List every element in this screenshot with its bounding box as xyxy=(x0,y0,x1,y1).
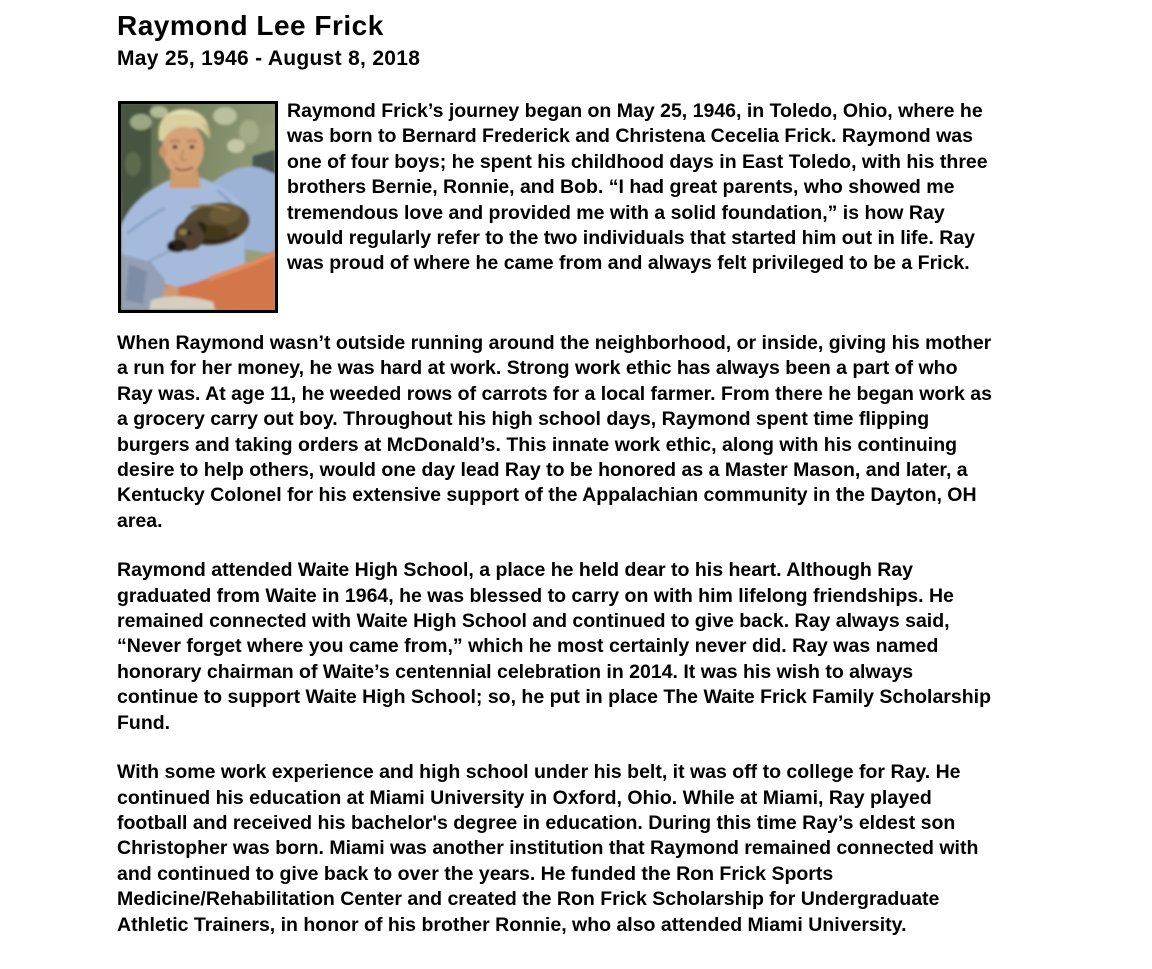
page-title: Raymond Lee Frick xyxy=(117,10,384,41)
paragraph-early-life: Raymond Frick’s journey began on May 25, 1946, in Toledo, Ohio, where he was born to Bernard Frederick and Christena Cecelia Frick. Raymond was one of four boys; he spent his childhood days in East Toledo, with his three brothers Bernie, Ronnie, and Bob. “I had great parents, who showed me tremendous love and provided me with a solid foundation,” is how Ray would regularly refer to the two individuals that started him out in life. Ray was proud of where he came from and always felt privileged to be a Frick. xyxy=(287,100,988,275)
photo-illustration xyxy=(121,104,275,310)
obituary-photo xyxy=(118,101,278,313)
paragraph-miami-university: With some work experience and high school under his belt, it was off to college for Ray. He continued his education at Miami University in Oxford, Ohio. While at Miami, Ray played football and received his bachelor's degree in education. During this time Ray’s eldest son Christopher was born. Miami was another institution that Raymond remained connected with and continued to give back to over the years. He funded the Ron Frick Sports Medicine/Rehabilitation Center and created the Ron Frick Scholarship for Undergraduate Athletic Trainers, in honor of his brother Ronnie, who also attended Miami University. xyxy=(117,761,979,936)
obituary-article xyxy=(117,10,995,962)
paragraph-work-ethic: When Raymond wasn’t outside running around the neighborhood, or inside, giving his mother a run for her money, he was hard at work. Strong work ethic has always been a part of who Ray was. At age 11, he weeded rows of carrots for a local farmer. From there he began work as a grocery carry out boy. Throughout his high school days, Raymond spent time flipping burgers and taking orders at McDonald’s. This innate work ethic, along with his continuing desire to help others, would one day lead Ray to be honored as a Master Mason, and later, a Kentucky Colonel for his extensive support of the Appalachian community in the Dayton, OH area. xyxy=(117,332,992,532)
paragraph-waite-high-school: Raymond attended Waite High School, a place he held dear to his heart. Although Ray graduated from Waite in 1964, he was blessed to carry on with him lifelong friendships. He remained connected with Waite High School and continued to give back. Ray always said, “Never forget where you came from,” which he most certainly never did. Ray was named honorary chairman of Waite’s centennial celebration in 2014. It was his wish to always continue to support Waite High School; so, he put in place The Waite Frick Family Scholarship Fund. xyxy=(117,559,991,734)
life-dates: May 25, 1946 - August 8, 2018 xyxy=(117,47,421,70)
